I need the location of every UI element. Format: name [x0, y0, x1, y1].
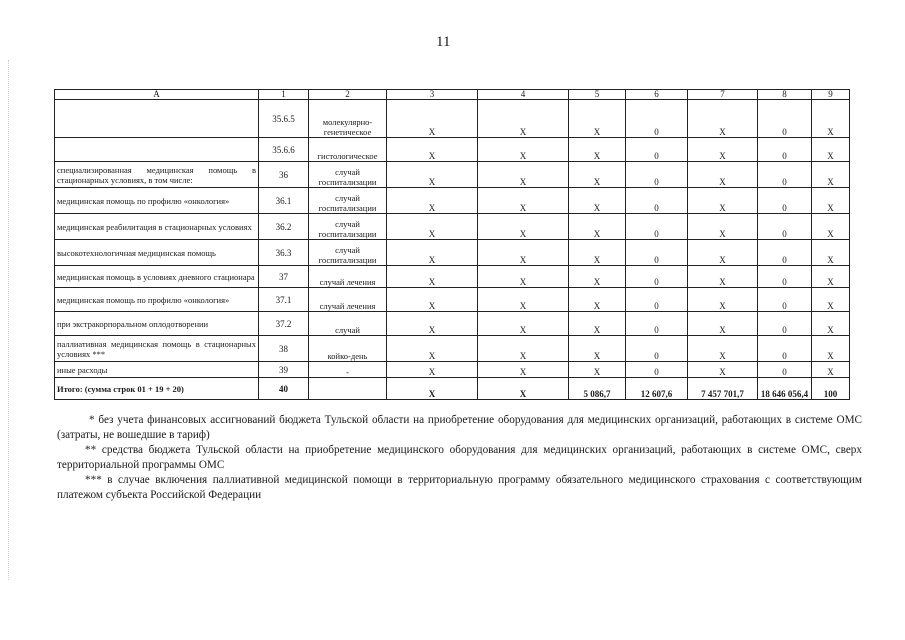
cell-c9: Х [812, 288, 850, 312]
cell-c4: Х [478, 266, 569, 288]
cell-c5: Х [569, 214, 626, 240]
row-code: 37.2 [259, 312, 309, 336]
cell-c3: Х [387, 336, 478, 362]
row-code: 35.6.5 [259, 100, 309, 138]
cell-c6: 0 [626, 266, 688, 288]
cell-c3: Х [387, 214, 478, 240]
cell-c3: Х [387, 378, 478, 400]
cell-c3: Х [387, 266, 478, 288]
cell-c4: Х [478, 100, 569, 138]
cell-c7: Х [688, 188, 758, 214]
footnote-2: ** средства бюджета Тульской области на приобретение медицинского оборудования для медицинских организаций, работающих в системе ОМС, сверх территориальной программы ОМС [57, 444, 862, 471]
row-name: медицинская помощь в условиях дневного стационара [55, 266, 259, 288]
report-table [54, 89, 850, 400]
cell-c3: Х [387, 162, 478, 188]
column-header-7: 7 [688, 90, 758, 100]
cell-c6: 0 [626, 288, 688, 312]
cell-c4: Х [478, 138, 569, 162]
cell-c9: Х [812, 100, 850, 138]
cell-c5: 5 086,7 [569, 378, 626, 400]
column-header-8: 8 [758, 90, 812, 100]
cell-c8: 0 [758, 214, 812, 240]
row-code: 35.6.6 [259, 138, 309, 162]
table-row [55, 162, 850, 188]
cell-c7: Х [688, 336, 758, 362]
table-row [55, 100, 850, 138]
row-code: 40 [259, 378, 309, 400]
cell-c6: 12 607,6 [626, 378, 688, 400]
row-unit: койко-день [309, 336, 387, 362]
cell-c6: 0 [626, 312, 688, 336]
row-unit: случай госпитализации [309, 214, 387, 240]
cell-c4: Х [478, 378, 569, 400]
cell-c8: 0 [758, 288, 812, 312]
footnotes [57, 413, 862, 503]
footnote-1: * без учета финансовых ассигнований бюджета Тульской области на приобретение оборудования для медицинских организаций, работающих в системе ОМС (затраты, не вошедшие в тариф) [57, 414, 862, 441]
row-name: высокотехнологичная медицинская помощь [55, 240, 259, 266]
cell-c9: Х [812, 162, 850, 188]
cell-c7: Х [688, 266, 758, 288]
cell-c8: 0 [758, 266, 812, 288]
row-unit: случай госпитализации [309, 240, 387, 266]
cell-c5: Х [569, 362, 626, 378]
column-header-9: 9 [812, 90, 850, 100]
cell-c4: Х [478, 312, 569, 336]
cell-c7: 7 457 701,7 [688, 378, 758, 400]
row-name: специализированная медицинская помощь в стационарных условиях, в том числе: [55, 162, 259, 188]
cell-c4: Х [478, 162, 569, 188]
cell-c3: Х [387, 188, 478, 214]
header-row [55, 90, 850, 100]
cell-c9: Х [812, 312, 850, 336]
cell-c5: Х [569, 188, 626, 214]
row-code: 36 [259, 162, 309, 188]
table-row [55, 266, 850, 288]
column-header-5: 5 [569, 90, 626, 100]
cell-c7: Х [688, 138, 758, 162]
cell-c8: 18 646 056,4 [758, 378, 812, 400]
cell-c9: Х [812, 240, 850, 266]
cell-c9: Х [812, 336, 850, 362]
cell-c8: 0 [758, 162, 812, 188]
cell-c7: Х [688, 100, 758, 138]
cell-c7: Х [688, 288, 758, 312]
cell-c9: Х [812, 266, 850, 288]
cell-c4: Х [478, 362, 569, 378]
cell-c7: Х [688, 162, 758, 188]
cell-c6: 0 [626, 188, 688, 214]
table-row [55, 288, 850, 312]
cell-c6: 0 [626, 100, 688, 138]
cell-c4: Х [478, 188, 569, 214]
cell-c8: 0 [758, 240, 812, 266]
row-name: Итого: (сумма строк 01 + 19 + 20) [55, 378, 259, 400]
cell-c3: Х [387, 288, 478, 312]
row-name [55, 138, 259, 162]
cell-c4: Х [478, 288, 569, 312]
footnote-3: *** в случае включения паллиативной медицинской помощи в территориальную программу обязательного медицинского страхования с соответствующим платежом субъекта Российской Федерации [57, 474, 862, 501]
cell-c9: Х [812, 214, 850, 240]
row-code: 37 [259, 266, 309, 288]
column-header-6: 6 [626, 90, 688, 100]
row-unit: молекулярно-генетическое [309, 100, 387, 138]
row-name: при экстракорпоральном оплодотворении [55, 312, 259, 336]
row-unit: случай лечения [309, 288, 387, 312]
cell-c8: 0 [758, 336, 812, 362]
cell-c8: 0 [758, 100, 812, 138]
row-unit: случай лечения [309, 266, 387, 288]
row-code: 36.1 [259, 188, 309, 214]
table-row [55, 214, 850, 240]
cell-c5: Х [569, 138, 626, 162]
row-unit: случай госпитализации [309, 188, 387, 214]
column-header-4: 4 [478, 90, 569, 100]
table-row [55, 240, 850, 266]
cell-c5: Х [569, 288, 626, 312]
cell-c6: 0 [626, 138, 688, 162]
cell-c5: Х [569, 240, 626, 266]
cell-c6: 0 [626, 162, 688, 188]
cell-c4: Х [478, 214, 569, 240]
row-name: медицинская помощь по профилю «онкология» [55, 188, 259, 214]
cell-c3: Х [387, 312, 478, 336]
row-name: медицинская реабилитация в стационарных условиях [55, 214, 259, 240]
cell-c5: Х [569, 266, 626, 288]
cell-c4: Х [478, 336, 569, 362]
cell-c6: 0 [626, 336, 688, 362]
cell-c4: Х [478, 240, 569, 266]
row-unit: - [309, 362, 387, 378]
table-row [55, 312, 850, 336]
table-row [55, 336, 850, 362]
row-code: 36.3 [259, 240, 309, 266]
cell-c8: 0 [758, 138, 812, 162]
cell-c7: Х [688, 312, 758, 336]
column-header-1: 1 [259, 90, 309, 100]
row-code: 39 [259, 362, 309, 378]
cell-c3: Х [387, 138, 478, 162]
row-unit: случай [309, 312, 387, 336]
row-unit: гистологическое [309, 138, 387, 162]
page-number: 11 [436, 34, 451, 50]
column-header-0: А [55, 90, 259, 100]
total-row [55, 378, 850, 400]
cell-c5: Х [569, 312, 626, 336]
cell-c6: 0 [626, 362, 688, 378]
row-name: иные расходы [55, 362, 259, 378]
cell-c3: Х [387, 100, 478, 138]
cell-c5: Х [569, 336, 626, 362]
row-name [55, 100, 259, 138]
cell-c6: 0 [626, 240, 688, 266]
cell-c9: Х [812, 138, 850, 162]
row-unit: случай госпитализации [309, 162, 387, 188]
cell-c5: Х [569, 100, 626, 138]
column-header-2: 2 [309, 90, 387, 100]
cell-c8: 0 [758, 188, 812, 214]
cell-c9: Х [812, 188, 850, 214]
cell-c8: 0 [758, 362, 812, 378]
cell-c6: 0 [626, 214, 688, 240]
row-name: медицинская помощь по профилю «онкология» [55, 288, 259, 312]
cell-c9: 100 [812, 378, 850, 400]
cell-c5: Х [569, 162, 626, 188]
table-body [55, 100, 850, 400]
margin-scan-artifact [8, 60, 10, 580]
row-name: паллиативная медицинская помощь в стационарных условиях *** [55, 336, 259, 362]
row-code: 37.1 [259, 288, 309, 312]
row-code: 36.2 [259, 214, 309, 240]
cell-c3: Х [387, 240, 478, 266]
table-row [55, 188, 850, 214]
table-row [55, 138, 850, 162]
cell-c7: Х [688, 240, 758, 266]
cell-c3: Х [387, 362, 478, 378]
column-header-3: 3 [387, 90, 478, 100]
row-code: 38 [259, 336, 309, 362]
cell-c9: Х [812, 362, 850, 378]
cell-c8: 0 [758, 312, 812, 336]
cell-c7: Х [688, 214, 758, 240]
cell-c7: Х [688, 362, 758, 378]
row-unit [309, 378, 387, 400]
table-row [55, 362, 850, 378]
